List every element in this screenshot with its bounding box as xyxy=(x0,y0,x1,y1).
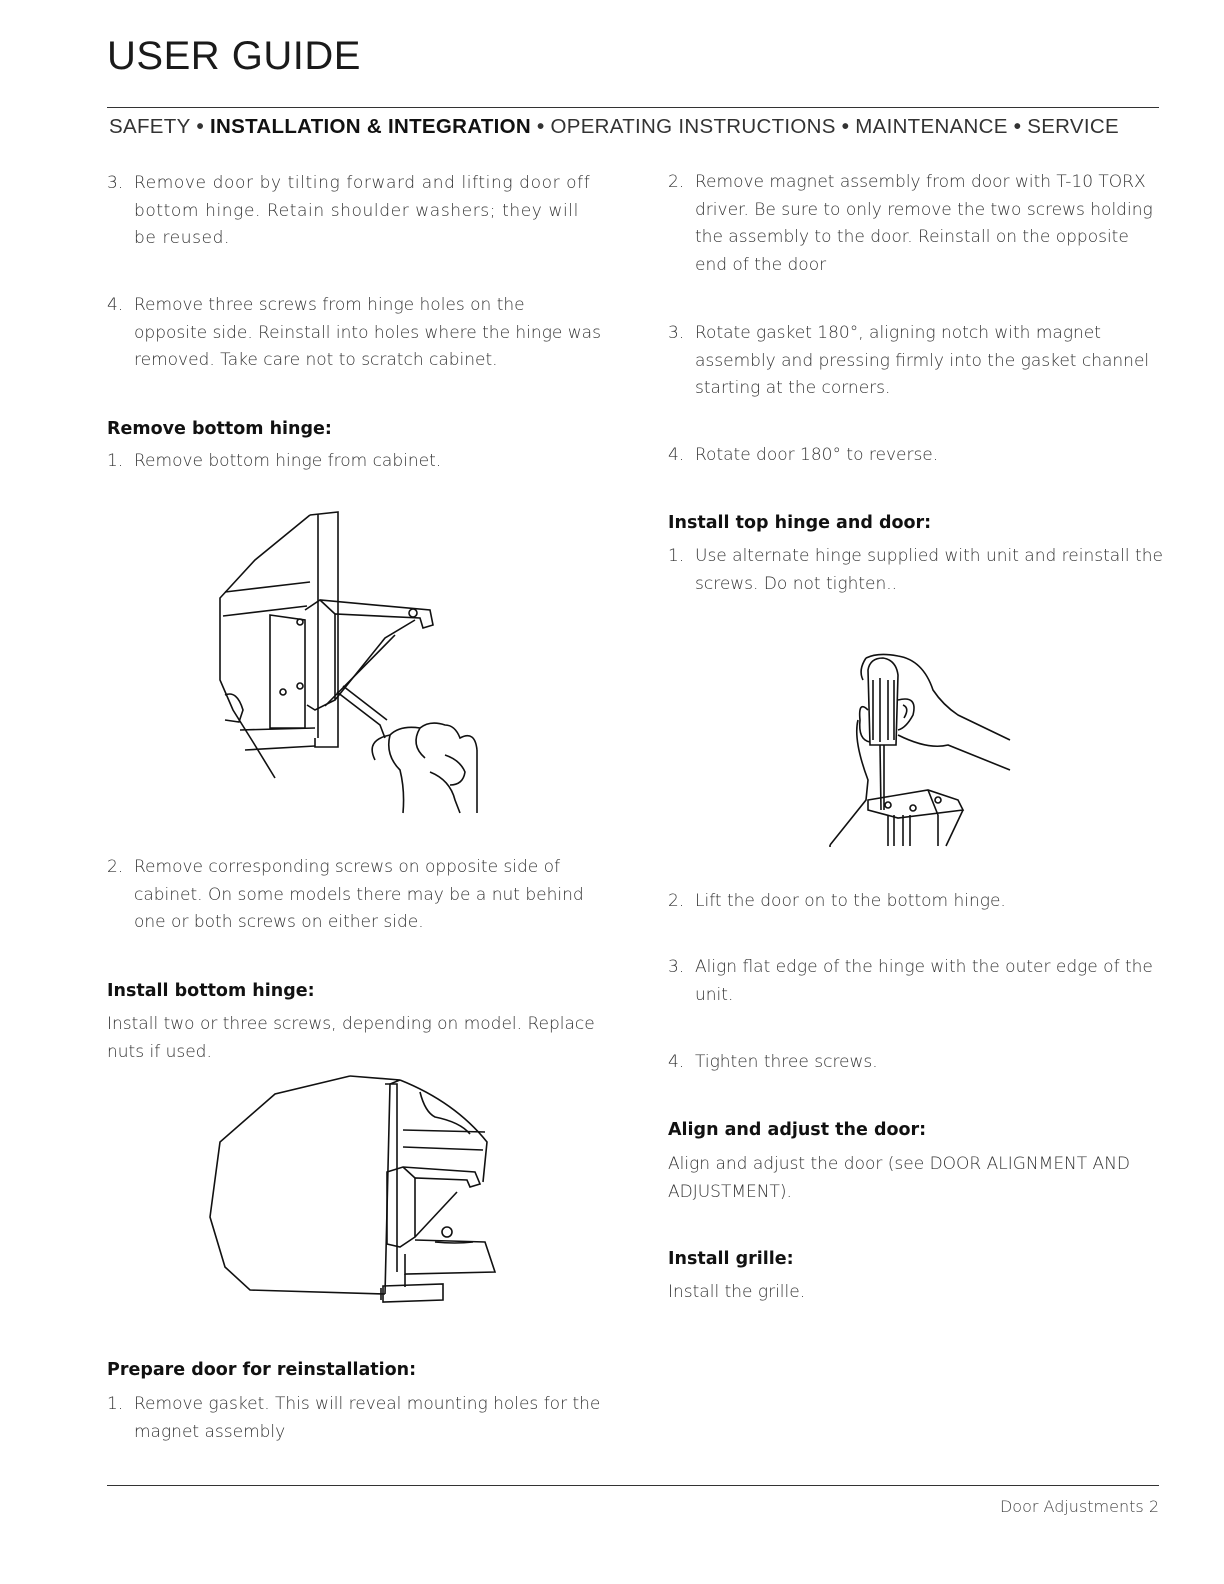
step-number: 2. xyxy=(668,172,685,192)
nav-separator: • xyxy=(1013,115,1022,138)
heading-install-bottom-hinge: Install bottom hinge: xyxy=(107,981,315,1001)
heading-remove-bottom-hinge: Remove bottom hinge: xyxy=(107,419,332,439)
step-number: 4. xyxy=(107,295,124,315)
right-step-4 xyxy=(668,442,1163,470)
remove-hinge-step-2 xyxy=(107,854,602,937)
step-text: Use alternate hinge supplied with unit and reinstall the screws. Do not tighten.. xyxy=(695,546,1163,594)
left-step-4 xyxy=(107,292,602,375)
step-text: Tighten three screws. xyxy=(695,1052,878,1072)
step-number: 1. xyxy=(107,1394,124,1414)
page-title: USER GUIDE xyxy=(107,34,361,78)
step-number: 4. xyxy=(668,1052,685,1072)
step-text: Rotate gasket 180°, aligning notch with magnet assembly and pressing firmly into the gasket channel starting at the corners. xyxy=(695,323,1150,399)
header-divider xyxy=(107,107,1159,108)
step-text: Rotate door 180° to reverse. xyxy=(695,445,939,465)
right-step-3 xyxy=(668,320,1163,403)
step-number: 1. xyxy=(107,451,124,471)
top-hinge-step-4 xyxy=(668,1049,1163,1077)
top-hinge-step-3 xyxy=(668,954,1163,1009)
step-number: 1. xyxy=(668,546,685,566)
step-number: 2. xyxy=(107,857,124,877)
step-text: Remove three screws from hinge holes on the opposite side. Reinstall into holes where the hinge was removed. Take care not to scratch cabinet. xyxy=(134,295,601,371)
nav-installation: INSTALLATION & INTEGRATION xyxy=(210,115,531,138)
heading-install-grille: Install grille: xyxy=(668,1249,794,1269)
step-number: 3. xyxy=(668,323,685,343)
bottom-hinge-removal-illustration xyxy=(215,510,480,815)
step-number: 2. xyxy=(668,891,685,911)
top-hinge-screwdriver-illustration xyxy=(828,650,1013,850)
nav-separator: • xyxy=(537,115,545,138)
step-text: Remove bottom hinge from cabinet. xyxy=(134,451,442,471)
nav-separator: • xyxy=(841,115,850,138)
heading-align-door: Align and adjust the door: xyxy=(668,1120,927,1140)
prepare-door-step-1 xyxy=(107,1391,602,1446)
bottom-hinge-install-illustration xyxy=(205,1072,500,1307)
align-door-text: Align and adjust the door (see DOOR ALIGNMENT AND ADJUSTMENT). xyxy=(668,1154,1130,1202)
nav-safety: SAFETY xyxy=(109,115,191,138)
nav-service: SERVICE xyxy=(1027,115,1119,138)
remove-hinge-step-1 xyxy=(107,448,602,476)
install-bottom-hinge-text: Install two or three screws, depending on model. Replace nuts if used. xyxy=(107,1014,595,1062)
section-nav xyxy=(109,115,1119,139)
step-number: 4. xyxy=(668,445,685,465)
heading-install-top-hinge: Install top hinge and door: xyxy=(668,513,932,533)
left-step-3 xyxy=(107,170,602,253)
right-step-2 xyxy=(668,169,1163,279)
install-grille-text: Install the grille. xyxy=(668,1282,806,1302)
step-text: Remove magnet assembly from door with T-10 TORX driver. Be sure to only remove the two screws holding the assembly to the door. Reinstall on the opposite end of the door xyxy=(695,172,1153,275)
step-number: 3. xyxy=(107,173,124,193)
nav-separator: • xyxy=(196,115,205,138)
heading-prepare-door: Prepare door for reinstallation: xyxy=(107,1360,417,1380)
page-footer-label: Door Adjustments 2 xyxy=(999,1497,1159,1516)
top-hinge-step-2 xyxy=(668,888,1163,916)
step-number: 3. xyxy=(668,957,685,977)
step-text: Remove corresponding screws on opposite side of cabinet. On some models there may be a nut behind one or both screws on either side. xyxy=(134,857,584,933)
step-text: Remove door by tilting forward and lifting door off bottom hinge. Retain shoulder washers; they will be reused. xyxy=(134,173,591,249)
nav-maintenance: MAINTENANCE xyxy=(855,115,1008,138)
step-text: Remove gasket. This will reveal mounting holes for the magnet assembly xyxy=(134,1394,601,1442)
nav-operating: OPERATING INSTRUCTIONS xyxy=(550,115,836,138)
top-hinge-step-1 xyxy=(668,543,1163,598)
footer-divider xyxy=(107,1485,1159,1486)
step-text: Lift the door on to the bottom hinge. xyxy=(695,891,1006,911)
step-text: Align flat edge of the hinge with the outer edge of the unit. xyxy=(695,957,1153,1005)
